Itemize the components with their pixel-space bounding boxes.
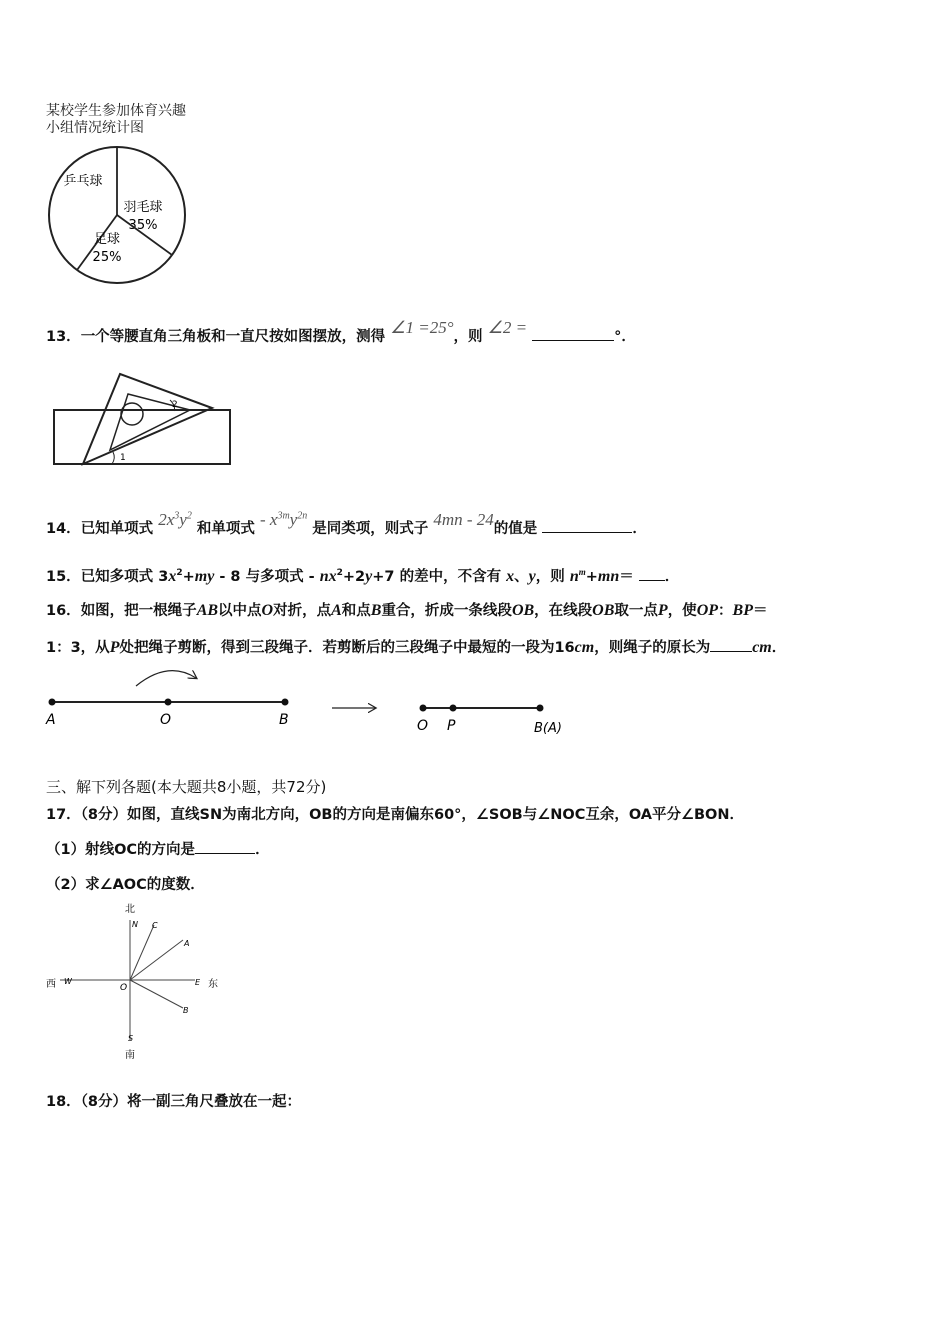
question-17-part-1: （1）射线OC的方向是 ．: [46, 842, 270, 858]
question-14: 14．已知单项式 $2x^3y^2$ 和单项式 - $x^{3m}y^{2n}$ 是同类项，则式子 4mn - 24的值是 ．: [46, 510, 647, 537]
q14-monomial-2: - $x^{3m}y^{2n}$: [259, 510, 308, 529]
q18-text: （8分）将一副三角尺叠放在一起：: [80, 1094, 302, 1110]
q16-line2-c: ，则绳子的原长为: [594, 640, 711, 656]
point-b: [282, 699, 289, 706]
question-17-part-2: （2）求∠AOC的度数．: [46, 877, 205, 893]
q16-line2-b: 处把绳子剪断，得到三段绳子．若剪断后的三段绳子中最短的一段为16: [119, 640, 575, 656]
q16-text-g: 取一点: [614, 603, 658, 619]
q17-sub1: （1）射线OC的方向是: [46, 842, 196, 858]
q14-expression: 4mn - 24: [433, 510, 494, 529]
ray-oc: [130, 925, 154, 980]
q14-monomial-1: $2x^3y^2$: [158, 510, 192, 529]
label-west: 西: [46, 979, 56, 990]
q15-answer-blank[interactable]: [639, 579, 665, 581]
point-p: [450, 705, 457, 712]
q16-number: 16．: [46, 603, 81, 619]
label-e: E: [195, 978, 201, 987]
label-w: W: [64, 977, 72, 986]
label-s: S: [128, 1034, 134, 1043]
q15-text-c: 的差中，不含有: [399, 569, 502, 585]
q14-text-a: 已知单项式: [80, 521, 154, 537]
label-a: A: [184, 939, 190, 948]
q16-text-b: 以中点: [218, 603, 262, 619]
pie-slice-label-0: 乒乓球: [63, 174, 103, 189]
ray-ob: [130, 980, 183, 1008]
point-o-folded: [420, 705, 427, 712]
label-n: N: [132, 920, 138, 929]
set-square: [83, 374, 212, 464]
point-a: [49, 699, 56, 706]
angle-1-label: 1: [120, 453, 126, 463]
point-b-a: [537, 705, 544, 712]
ray-oa: [130, 940, 183, 980]
label-o: O: [120, 983, 128, 993]
q15-vars: x: [506, 568, 515, 585]
pie-slice-label-2: 足球: [93, 232, 121, 247]
label-north: 北: [125, 904, 135, 915]
q17-answer-blank[interactable]: [195, 852, 255, 854]
q13-number: 13．: [46, 329, 81, 345]
pie-slice-value-2: 25%: [92, 250, 122, 265]
q16-text-d: 和点: [341, 603, 371, 619]
q13-text-b: ，则: [453, 329, 483, 345]
pie-chart-title: [46, 103, 186, 137]
q16-text-e: 重合，折成一条线段: [381, 603, 512, 619]
question-17: [46, 803, 744, 824]
q17-compass-figure: [40, 900, 230, 1065]
label-b-a: B(A): [534, 721, 562, 736]
q16-text-a: 如图，把一根绳子: [80, 603, 197, 619]
pie-chart: [40, 140, 200, 290]
q18-number: 18．: [46, 1094, 81, 1110]
q13-figure: [50, 370, 240, 470]
q16-line2-a: 1：3，从: [46, 640, 110, 656]
q14-text-d: 的值是: [493, 521, 538, 537]
q13-text-c: °．: [614, 329, 636, 345]
question-15: 15．已知多项式 $3x^2+my - 8$ 与多项式 - $nx^2+2y+7$ 的差中，不含有 x、y，则 $n^m+mn=$ ．: [46, 567, 680, 585]
q16-unit-2: cm: [752, 639, 772, 656]
q15-text-e: ＝: [619, 569, 634, 585]
q15-target-expr: $n^m+mn$: [569, 567, 620, 585]
label-o-folded: O: [417, 718, 429, 734]
label-b: B: [279, 712, 289, 728]
q17-number: 17．: [46, 807, 81, 823]
q15-number: 15．: [46, 569, 81, 585]
question-18: [46, 1090, 301, 1111]
q15-text-a: 已知多项式: [80, 569, 154, 585]
fold-arrow: [136, 671, 196, 686]
q15-text-b: 与多项式: [245, 569, 304, 585]
q13-angle1: ∠1 =25°: [390, 318, 454, 337]
label-p: P: [447, 718, 456, 734]
q17-text: （8分）如图，直线SN为南北方向，OB的方向是南偏东60°，∠SOB与∠NOC互余，OA平分∠BON．: [80, 807, 745, 823]
point-o: [165, 699, 172, 706]
set-square-hole: [121, 403, 143, 425]
question-16-line-2: 1：3，从P处把绳子剪断，得到三段绳子．若剪断后的三段绳子中最短的一段为16cm，则绳子的原长为 cm．: [46, 639, 787, 656]
label-b: B: [183, 1006, 189, 1015]
q16-text-h: ，使: [667, 603, 697, 619]
q14-answer-blank[interactable]: [542, 531, 632, 533]
q16-text-c: 对折，点: [273, 603, 332, 619]
q14-number: 14．: [46, 521, 81, 537]
pie-chart-title-line1: 某校学生参加体育兴趣: [46, 103, 186, 119]
q15-polynomial-1: $3x^2+my - 8$: [158, 568, 241, 585]
section-3-title: 三、解下列各题(本大题共8小题，共72分): [46, 778, 327, 796]
q15-polynomial-2: - $nx^2+2y+7$: [308, 568, 395, 585]
q14-text-c: 是同类项，则式子: [312, 521, 429, 537]
q14-text-b: 和单项式: [196, 521, 255, 537]
q13-answer-blank[interactable]: [532, 339, 614, 341]
label-east: 东: [208, 979, 218, 990]
q16-text-f: ，在线段: [534, 603, 593, 619]
q13-text-a: 一个等腰直角三角板和一直尺按如图摆放，测得: [80, 329, 386, 345]
label-south: 南: [125, 1050, 135, 1061]
q15-text-d: ，则: [535, 569, 565, 585]
question-13: [46, 318, 636, 346]
pie-slice-value-1: 35%: [128, 218, 158, 233]
q16-figure: [40, 662, 580, 742]
q16-unit-1: cm: [574, 639, 595, 656]
pie-slice-label-1: 羽毛球: [123, 200, 163, 215]
label-a: A: [46, 712, 56, 728]
question-16-line-1: 16．如图，把一根绳子AB以中点O对折，点A和点B重合，折成一条线段OB，在线段OB取一点P，使OP：BP＝: [46, 602, 768, 619]
label-c: C: [152, 921, 158, 930]
label-o: O: [160, 712, 172, 728]
pie-chart-title-line2: 小组情况统计图: [46, 120, 144, 136]
angle-1-arc: [112, 452, 114, 464]
q16-answer-blank[interactable]: [710, 650, 752, 652]
angle-2-label: 2: [172, 400, 178, 410]
q13-angle2: ∠2 =: [487, 318, 528, 337]
